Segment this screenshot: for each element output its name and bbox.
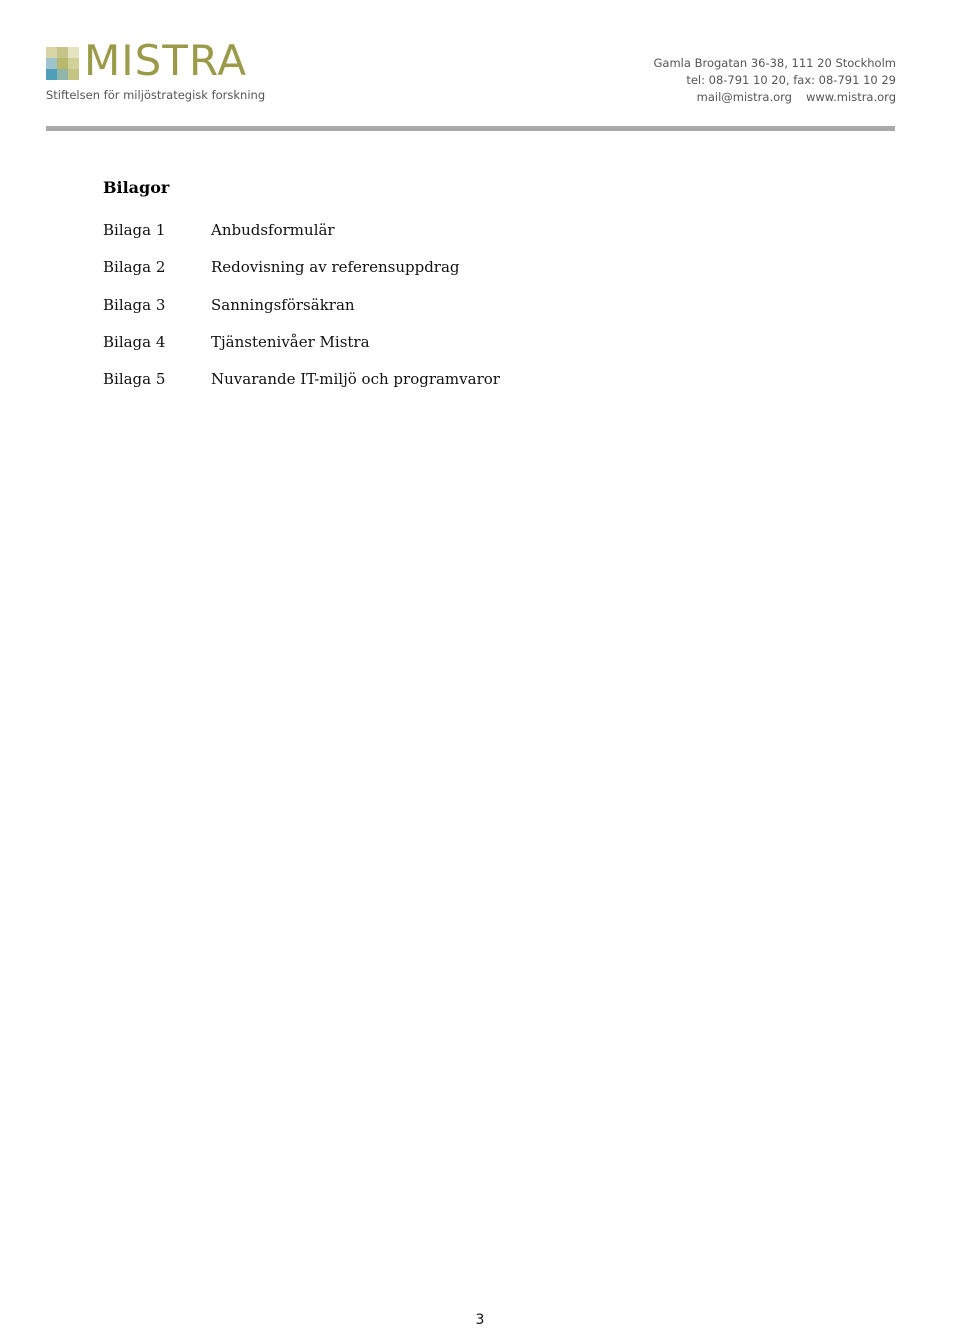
website-link[interactable]: www.mistra.org bbox=[805, 90, 896, 104]
appendix-title: Sanningsförsäkran bbox=[211, 295, 355, 314]
appendix-label: Bilaga 1 bbox=[103, 221, 166, 239]
page-number: 3 bbox=[475, 1312, 485, 1328]
appendix-title: Anbudsformulär bbox=[211, 221, 335, 239]
logo-tagline: Stiftelsen för miljöstrategisk forskning bbox=[46, 88, 266, 102]
header-divider bbox=[46, 126, 895, 131]
appendix-item bbox=[103, 294, 500, 331]
appendix-label: Bilaga 3 bbox=[103, 295, 166, 314]
logo-wordmark: MISTRA bbox=[84, 36, 248, 85]
appendix-item bbox=[103, 368, 500, 405]
section-title: Bilagor bbox=[103, 178, 170, 197]
appendix-item bbox=[103, 331, 500, 368]
appendix-title: Redovisning av referensuppdrag bbox=[211, 258, 460, 277]
mistra-logo-squares-icon bbox=[46, 47, 79, 80]
letterhead bbox=[46, 36, 896, 104]
appendix-label: Bilaga 5 bbox=[103, 370, 166, 389]
email-web-line bbox=[654, 89, 896, 106]
appendix-title: Tjänstenivåer Mistra bbox=[211, 332, 370, 351]
appendix-title: Nuvarande IT-miljö och programvaror bbox=[211, 370, 500, 389]
phone-fax-line: tel: 08-791 10 20, fax: 08-791 10 29 bbox=[686, 73, 896, 87]
appendix-item bbox=[103, 256, 500, 293]
address-line: Gamla Brogatan 36-38, 111 20 Stockholm bbox=[653, 56, 896, 70]
appendix-label: Bilaga 2 bbox=[103, 258, 166, 277]
appendix-label: Bilaga 4 bbox=[103, 332, 166, 351]
appendix-list bbox=[103, 219, 500, 405]
appendix-item bbox=[103, 219, 500, 256]
email-link[interactable]: mail@mistra.org bbox=[696, 90, 792, 104]
contact-block bbox=[654, 55, 896, 106]
